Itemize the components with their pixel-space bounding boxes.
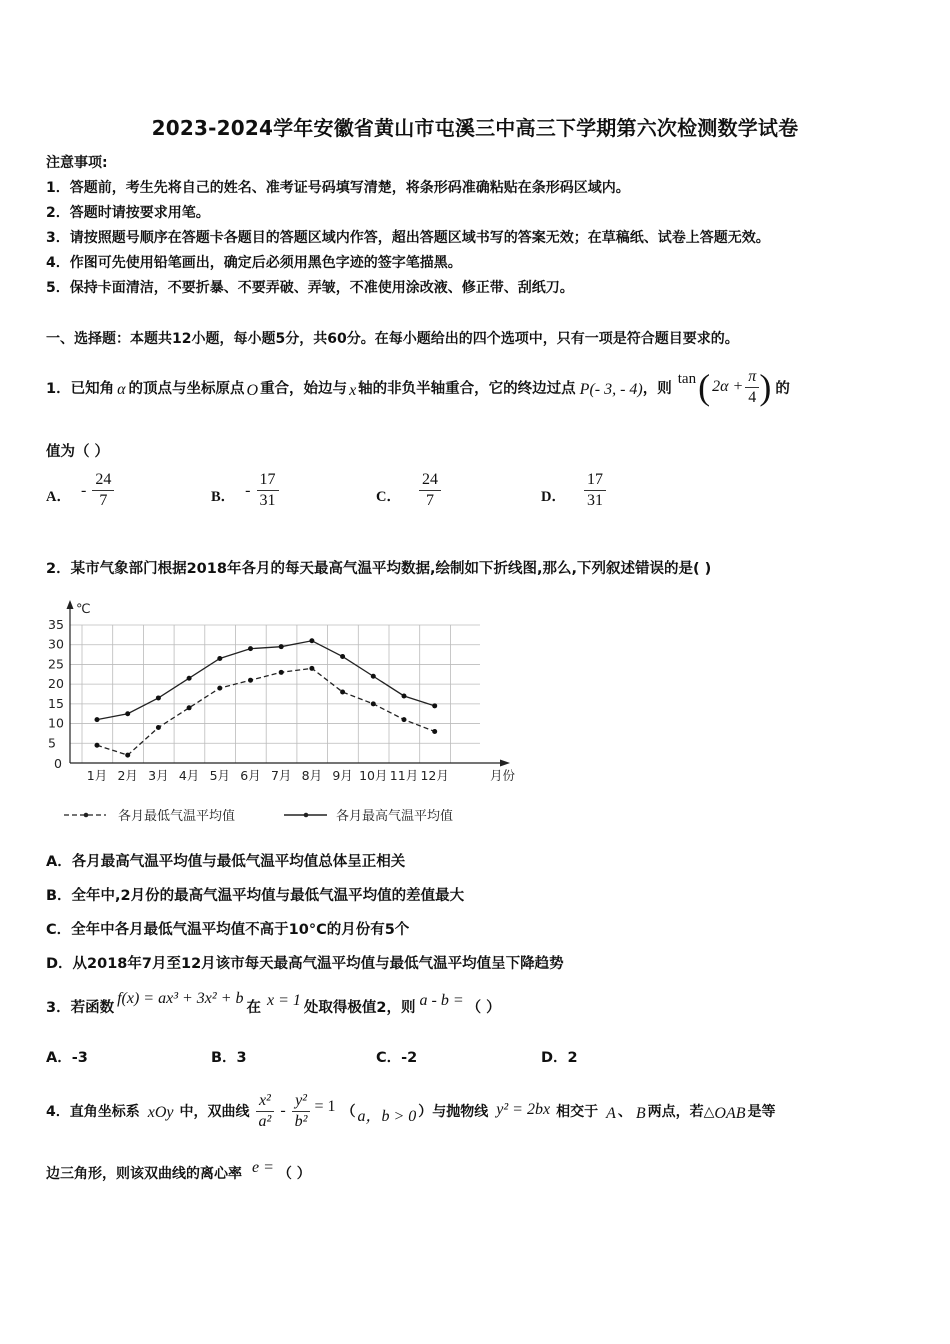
notice-item-2: 2．答题时请按要求用笔。 bbox=[46, 205, 210, 221]
y-tick-label: 0 bbox=[54, 756, 62, 771]
question-3 bbox=[46, 988, 501, 1024]
q1-paren-right: ) bbox=[759, 367, 772, 407]
q1-option-b-num: 17 bbox=[257, 470, 279, 491]
q1-line-2: 值为（ ） bbox=[46, 444, 110, 460]
q4-text-7: 两点，若△ bbox=[647, 1104, 715, 1120]
page-title: 2023-2024学年安徽省黄山市屯溪三中高三下学期第六次检测数学试卷 bbox=[151, 116, 799, 140]
q1-origin: O bbox=[246, 382, 259, 399]
x-tick-label: 1月 bbox=[86, 768, 108, 783]
q1-option-a-label: A． bbox=[46, 489, 71, 505]
q1-option-d-den: 31 bbox=[586, 492, 603, 509]
q4-line-2 bbox=[46, 1159, 311, 1183]
series-low-point bbox=[248, 678, 253, 683]
q3-option-a[interactable]: A．-3 bbox=[46, 1050, 88, 1066]
chart-grid bbox=[70, 625, 480, 763]
q1-option-b-den: 31 bbox=[259, 492, 276, 509]
q1-option-a-value bbox=[92, 470, 114, 511]
q4-minus: - bbox=[280, 1102, 286, 1119]
chart-y-axis-label: ℃ bbox=[76, 602, 91, 617]
q1-text-1: 1．已知角 bbox=[46, 380, 115, 397]
legend-low-marker bbox=[84, 813, 89, 818]
q1-option-b-sign: - bbox=[245, 481, 251, 499]
q4-text-2: 中，双曲线 bbox=[179, 1104, 250, 1120]
q2-option-b[interactable]: B．全年中,2月份的最高气温平均值与最低气温平均值的差值最大 bbox=[46, 888, 465, 904]
q3-option-c[interactable]: C．-2 bbox=[376, 1050, 418, 1066]
q4-eq1: = 1 bbox=[314, 1098, 336, 1115]
x-tick-label: 6月 bbox=[240, 768, 261, 783]
x-tick-label: 10月 bbox=[359, 768, 388, 783]
q1-option-a-num: 24 bbox=[92, 470, 114, 491]
q1-option-b-value bbox=[257, 470, 279, 511]
notice-item-3: 3．请按照题号顺序在答题卡各题目的答题区域内作答，超出答题区域书写的答案无效；在草稿纸、试卷上答题无效。 bbox=[46, 230, 770, 246]
q4-triangle-oab: OAB bbox=[714, 1105, 746, 1122]
q3-text-4: （ ） bbox=[466, 999, 501, 1016]
q3-function: f(x) = ax³ + 3x² + b bbox=[117, 990, 244, 1007]
section-1-heading: 一、选择题：本题共12小题，每小题5分，共60分。在每小题给出的四个选项中，只有一项是符合题目要求的。 bbox=[46, 331, 739, 347]
series-low-point bbox=[95, 743, 100, 748]
legend-low-label: 各月最低气温平均值 bbox=[118, 809, 236, 824]
x-tick-label: 7月 bbox=[270, 768, 292, 783]
q1-option-d-num: 17 bbox=[584, 470, 606, 491]
q4-x2: x² bbox=[256, 1091, 275, 1112]
series-low-point bbox=[156, 725, 161, 730]
legend-high-marker bbox=[304, 813, 309, 818]
q1-option-a-sign: - bbox=[80, 481, 87, 499]
series-low-point bbox=[279, 670, 284, 675]
q1-option-d-label: D． bbox=[541, 489, 566, 505]
q1-text-4: 轴的非负半轴重合，它的终边过点 bbox=[358, 380, 576, 397]
q4-x2-over-a2 bbox=[256, 1091, 275, 1132]
notice-item-4: 4．作图可先使用铅笔画出，确定后必须用黑色字迹的签字笔描黑。 bbox=[46, 255, 462, 271]
q4-condition: a，b > 0 bbox=[357, 1107, 417, 1125]
q4-text-1: 4．直角坐标系 bbox=[46, 1104, 140, 1120]
q3-expression: a - b = bbox=[419, 992, 464, 1009]
q4-y2-over-b2 bbox=[292, 1091, 311, 1132]
q1-option-b-label: B． bbox=[211, 489, 236, 505]
q1-option-c-label: C． bbox=[376, 489, 401, 505]
q4-b2: b² bbox=[294, 1112, 308, 1130]
x-tick-label: 8月 bbox=[301, 768, 323, 783]
notice-item-1: 1．答题前，考生先将自己的姓名、准考证号码填写清楚，将条形码准确粘贴在条形码区域内。 bbox=[46, 180, 630, 196]
y-axis-arrow bbox=[67, 600, 74, 609]
x-axis-arrow bbox=[500, 760, 510, 767]
q3-condition: x = 1 bbox=[266, 992, 301, 1009]
q1-option-a[interactable] bbox=[46, 470, 114, 511]
q1-text-2: 的顶点与坐标原点 bbox=[128, 380, 245, 397]
series-low-point bbox=[309, 666, 314, 671]
series-low-point bbox=[125, 753, 130, 758]
q3-text-3: 处取得极值2，则 bbox=[303, 999, 416, 1016]
q1-alpha: α bbox=[117, 381, 126, 398]
series-high-point bbox=[402, 693, 407, 698]
q2-option-c[interactable]: C．全年中各月最低气温平均值不高于10°C的月份有5个 bbox=[46, 922, 410, 938]
y-tick-label: 35 bbox=[48, 617, 64, 632]
series-high-point bbox=[95, 717, 100, 722]
q1-option-a-den: 7 bbox=[99, 492, 108, 509]
q4-text-9: （ ） bbox=[277, 1166, 311, 1182]
y-tick-label: 15 bbox=[48, 695, 64, 711]
x-tick-label: 5月 bbox=[209, 768, 231, 783]
series-high-point bbox=[217, 656, 222, 661]
q4-text-8: 是等 bbox=[747, 1104, 776, 1120]
series-high-point bbox=[340, 654, 345, 659]
q1-option-b[interactable] bbox=[211, 470, 279, 511]
series-high-point bbox=[279, 644, 284, 649]
q3-option-b[interactable]: B．3 bbox=[211, 1050, 247, 1066]
q1-option-c[interactable] bbox=[376, 470, 441, 511]
q1-x: x bbox=[349, 382, 357, 399]
question-1 bbox=[46, 365, 790, 409]
series-low-point bbox=[432, 729, 437, 734]
q3-text-2: 在 bbox=[246, 999, 261, 1016]
notice-heading: 注意事项: bbox=[46, 155, 108, 171]
y-tick-label: 25 bbox=[48, 656, 64, 672]
q4-text-5: 相交于 bbox=[556, 1104, 599, 1120]
series-low-point bbox=[371, 701, 376, 706]
q1-option-c-den: 7 bbox=[425, 492, 434, 509]
q3-option-d[interactable]: D．2 bbox=[541, 1050, 578, 1066]
q1-paren-left: ( bbox=[698, 367, 711, 407]
q4-text-3: （ bbox=[341, 1104, 356, 1120]
q1-option-d[interactable] bbox=[541, 470, 606, 511]
chart-legend bbox=[64, 808, 453, 824]
q2-option-a[interactable]: A．各月最高气温平均值与最低气温平均值总体呈正相关 bbox=[46, 854, 406, 870]
x-tick-label: 2月 bbox=[117, 768, 138, 783]
q4-text-4: ）与抛物线 bbox=[418, 1104, 489, 1120]
q4-eccentricity: e = bbox=[252, 1159, 274, 1176]
series-high-point bbox=[432, 703, 437, 708]
y-tick-label: 30 bbox=[48, 636, 64, 652]
q4-y2: y² bbox=[292, 1091, 311, 1112]
x-tick-label: 3月 bbox=[148, 768, 169, 783]
notice-item-5: 5．保持卡面清洁，不要折暴、不要弄破、弄皱，不准使用涂改液、修正带、刮纸刀。 bbox=[46, 280, 574, 296]
q1-text-6: 的 bbox=[775, 380, 790, 397]
series-low-point bbox=[217, 686, 222, 691]
series-high-point bbox=[187, 676, 192, 681]
q1-pi-over-4 bbox=[745, 367, 759, 408]
question-4 bbox=[46, 1080, 776, 1142]
q1-text-5: ，则 bbox=[642, 380, 672, 397]
series-high-point bbox=[125, 711, 130, 716]
x-tick-label: 9月 bbox=[332, 768, 353, 783]
q4-parabola: y² = 2bx bbox=[496, 1101, 551, 1118]
x-tick-label: 12月 bbox=[420, 768, 449, 783]
y-tick-label: 5 bbox=[48, 735, 56, 751]
q1-four: 4 bbox=[748, 388, 757, 406]
q4-line-2-text: 边三角形，则该双曲线的离心率 bbox=[46, 1166, 242, 1182]
chart-x-axis-label: 月份 bbox=[490, 768, 516, 783]
q1-pi: π bbox=[745, 367, 759, 388]
y-tick-label: 10 bbox=[48, 715, 64, 731]
q1-text-3: 重合，始边与 bbox=[260, 380, 348, 397]
series-low-point bbox=[402, 717, 407, 722]
q4-point-a: A bbox=[606, 1105, 616, 1122]
temperature-line-chart bbox=[40, 596, 540, 832]
q1-option-c-num: 24 bbox=[419, 470, 441, 491]
x-tick-label: 11月 bbox=[389, 768, 419, 783]
x-tick-label: 4月 bbox=[178, 768, 200, 783]
chart-y-ticks bbox=[48, 617, 64, 771]
q4-text-6: 、 bbox=[617, 1104, 632, 1120]
q1-point: P(- 3, - 4) bbox=[579, 381, 643, 398]
series-high-point bbox=[248, 646, 253, 651]
q4-point-b: B bbox=[635, 1105, 646, 1122]
series-low-point bbox=[340, 690, 345, 695]
question-2: 2．某市气象部门根据2018年各月的每天最高气温平均数据,绘制如下折线图,那么,下列叙述错误的是( ) bbox=[46, 561, 712, 577]
y-tick-label: 20 bbox=[48, 676, 64, 692]
q1-option-c-value bbox=[419, 470, 441, 511]
series-low-point bbox=[187, 705, 192, 710]
q1-two-alpha: 2α + bbox=[712, 378, 744, 395]
q4-xoy: xOy bbox=[147, 1104, 174, 1121]
q3-text-1: 3．若函数 bbox=[46, 999, 115, 1016]
series-high-point bbox=[156, 695, 161, 700]
legend-high-label: 各月最高气温平均值 bbox=[336, 809, 454, 824]
q4-a2: a² bbox=[258, 1112, 272, 1130]
q2-option-d[interactable]: D．从2018年7月至12月该市每天最高气温平均值与最低气温平均值呈下降趋势 bbox=[46, 956, 564, 972]
q1-option-d-value bbox=[584, 470, 606, 511]
series-high-point bbox=[371, 674, 376, 679]
series-high-point bbox=[309, 638, 314, 643]
chart-x-ticks bbox=[87, 768, 449, 783]
q1-tan: tan bbox=[677, 370, 697, 387]
